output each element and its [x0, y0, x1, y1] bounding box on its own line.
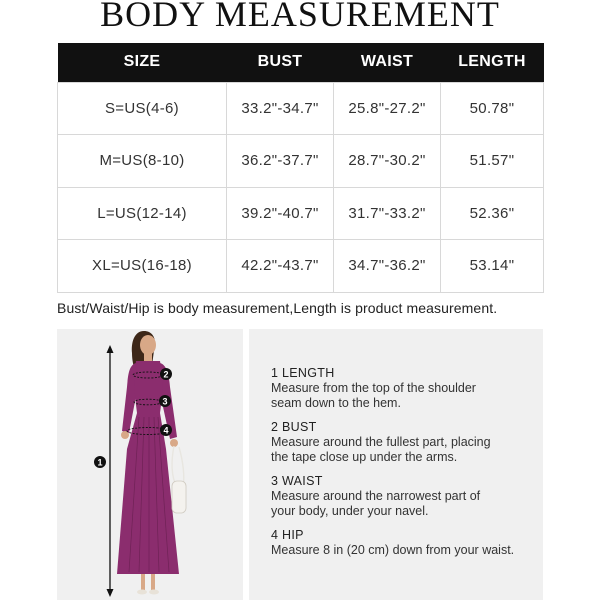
step-hip	[271, 528, 541, 558]
table-row	[58, 135, 544, 188]
table-row	[58, 240, 544, 293]
table-header-row	[58, 43, 544, 82]
length-cell: 50.78"	[441, 82, 544, 135]
table-row	[58, 82, 544, 135]
shoe-shape	[137, 590, 147, 595]
step-waist	[271, 474, 541, 519]
measurement-instructions	[271, 366, 541, 567]
step-title: 1 LENGTH	[271, 366, 335, 380]
waist-cell: 31.7"-33.2"	[334, 187, 441, 240]
step-title: 2 BUST	[271, 420, 317, 434]
size-cell: XL=US(16-18)	[58, 240, 227, 293]
column-header-length: LENGTH	[441, 43, 544, 82]
step-description: Measure 8 in (20 cm) down from your waist.	[271, 543, 515, 557]
size-cell: L=US(12-14)	[58, 187, 227, 240]
table-row	[58, 187, 544, 240]
model-illustration	[57, 329, 243, 600]
length-cell: 51.57"	[441, 135, 544, 188]
step-bust	[271, 420, 541, 465]
svg-text:4: 4	[163, 425, 169, 436]
svg-text:2: 2	[163, 369, 169, 380]
step-description: Measure from the top of the shoulder	[271, 381, 476, 395]
handbag-shape	[172, 481, 186, 513]
waist-cell: 34.7"-36.2"	[334, 240, 441, 293]
bust-cell: 42.2"-43.7"	[227, 240, 334, 293]
marker-bust	[160, 368, 172, 380]
left-hand	[121, 431, 129, 439]
column-header-size: SIZE	[58, 43, 227, 82]
svg-text:3: 3	[162, 396, 168, 407]
face-shape	[140, 335, 156, 355]
step-description: your body, under your navel.	[271, 504, 429, 518]
size-cell: M=US(8-10)	[58, 135, 227, 188]
step-title: 4 HIP	[271, 528, 304, 542]
size-cell: S=US(4-6)	[58, 82, 227, 135]
length-cell: 53.14"	[441, 240, 544, 293]
step-description: the tape close up under the arms.	[271, 450, 458, 464]
step-description: Measure around the fullest part, placing	[271, 435, 491, 449]
marker-hip	[160, 424, 172, 436]
waist-cell: 25.8"-27.2"	[334, 82, 441, 135]
column-header-waist: WAIST	[334, 43, 441, 82]
marker-waist	[159, 395, 171, 407]
right-hand	[170, 439, 178, 447]
step-description: seam down to the hem.	[271, 396, 401, 410]
bust-cell: 36.2"-37.7"	[227, 135, 334, 188]
step-title: 3 WAIST	[271, 474, 323, 488]
measurement-note: Bust/Waist/Hip is body measurement,Length is product measurement.	[57, 300, 498, 316]
marker-length	[94, 456, 106, 468]
neck-shape	[144, 353, 152, 362]
svg-text:1: 1	[97, 457, 103, 468]
page-title: BODY MEASUREMENT	[100, 0, 500, 34]
bust-cell: 33.2"-34.7"	[227, 82, 334, 135]
column-header-bust: BUST	[227, 43, 334, 82]
shoe-shape	[149, 590, 159, 595]
step-length	[271, 366, 541, 411]
length-cell: 52.36"	[441, 187, 544, 240]
size-chart-table	[57, 43, 544, 293]
bust-cell: 39.2"-40.7"	[227, 187, 334, 240]
length-arrow	[107, 345, 114, 597]
waist-cell: 28.7"-30.2"	[334, 135, 441, 188]
step-description: Measure around the narrowest part of	[271, 489, 481, 503]
